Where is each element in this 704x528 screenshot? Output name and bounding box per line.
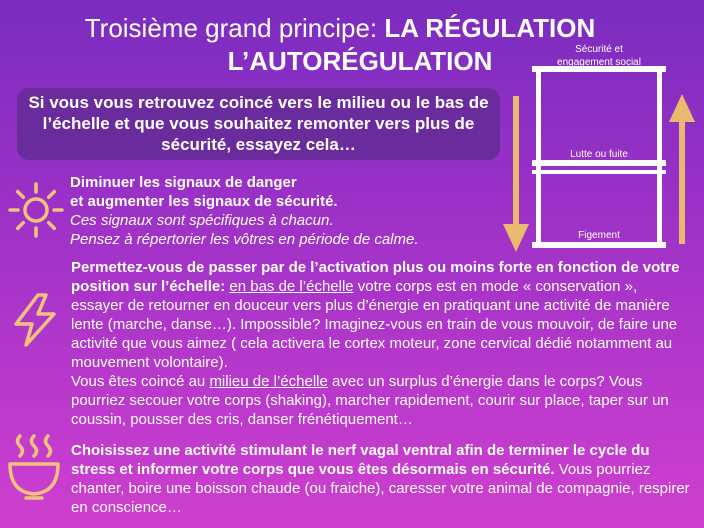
section2-text2: Vous êtes coincé au [71,373,210,390]
title-bold: LA RÉGULATION [384,13,596,43]
section-vagal-activity [71,441,691,517]
page-subtitle: L’AUTORÉGULATION [227,46,493,76]
intro-box: Si vous vous retrouvez coincé vers le milieu ou le bas de l’échelle et que vous souhaitez remonter vers plus de sécurité, essayez cela… [17,88,500,160]
section2-underline-bottom: en bas de l’échelle [229,278,354,295]
section2-text3: avec un surplus d’énergie dans le corps? Vous pourriez secouer votre corps (shaking), marcher rapidement, courir sur place, taper sur un coussin, pousser des cris, danser frénétiquement… [71,373,669,428]
ladder-rail-left [536,68,541,246]
hot-bowl-icon [6,432,62,502]
ladder-rung-lower [532,170,666,174]
section3-bold: Choisissez une activité stimulant le nerf vagal ventral afin de terminer le cycle du stress et informer votre corps que vous êtes désormais en sécurité. [71,442,650,478]
ladder-label-bottom: Figement [578,230,620,241]
ladder-label-top-2: engagement social [557,57,641,68]
sun-icon [6,180,66,240]
arrow-down-shaft [513,96,519,236]
section-activation [71,258,689,429]
ladder-rung-middle [532,160,666,166]
arrow-up-shaft [679,118,685,244]
ladder-rung-bottom [532,242,666,248]
section1-line4: Pensez à répertorier les vôtres en période de calme. [70,231,419,248]
arrow-up-head [669,94,695,122]
ladder-diagram [500,38,704,260]
title-prefix: Troisième grand principe: [84,13,385,43]
ladder-label-middle: Lutte ou fuite [570,149,628,160]
ladder-rail-right [657,68,662,246]
section2-text1: votre corps est en mode « conservation », essayer de retourner en douceur vers plus d’énergie en pratiquant une activité de manière lente (marche, danse…). Impossible? Imaginez-vous en train de vous mouvoir, de faire une activité que vous aimez ( cela activera le cortex moteur, zone cervical dédié notamment au mouvement volontaire). [71,278,678,371]
lightning-icon [8,292,62,348]
section-danger-signals [70,173,490,249]
section2-bold: Permettez-vous de passer par de l’activation plus ou moins forte en fonction de votre position sur l’échelle: [71,259,680,295]
section3-text: Vous pourriez chanter, boire une boisson chaude (ou fraiche), caresser votre animal de compagnie, respirer en conscience… [71,461,690,516]
section1-line3: Ces signaux sont spécifiques à chacun. [70,212,334,229]
arrow-down-head [503,224,529,252]
section1-line2: et augmenter les signaux de sécurité. [70,193,338,210]
section2-underline-middle: milieu de l’échelle [209,373,328,390]
ladder-label-top-1: Sécurité et [575,44,623,55]
section1-line1: Diminuer les signaux de danger [70,174,297,191]
